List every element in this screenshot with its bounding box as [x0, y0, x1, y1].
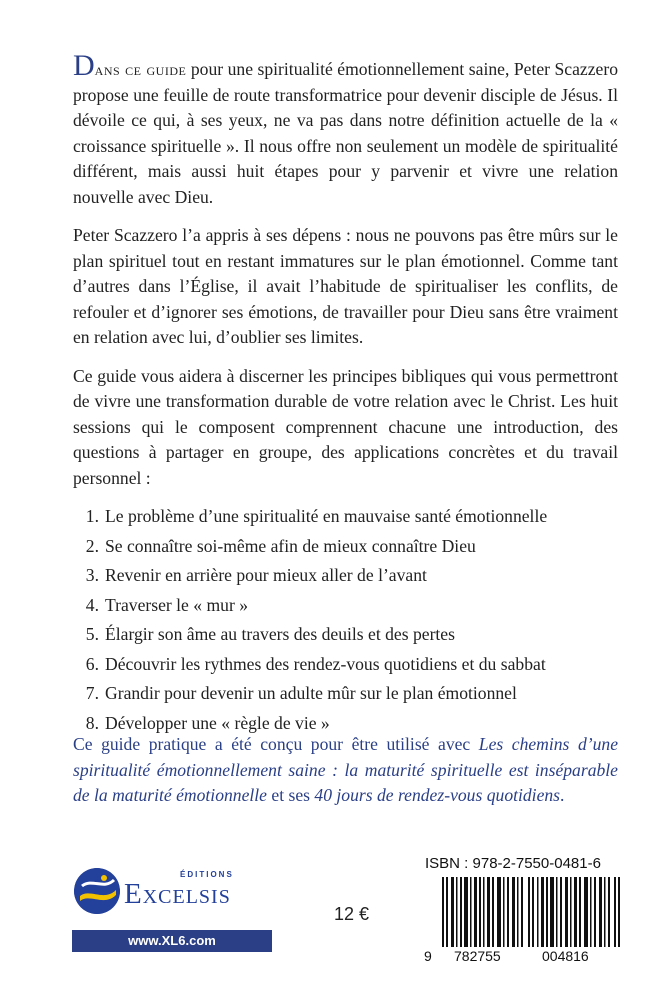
barcode	[422, 877, 626, 967]
barcode-digits	[422, 947, 626, 967]
item-text: Se connaître soi-même afin de mieux connaître Dieu	[105, 535, 476, 556]
item-text: Revenir en arrière pour mieux aller de l’avant	[105, 565, 427, 585]
item-text: Traverser le « mur »	[105, 594, 249, 615]
list-item	[73, 504, 618, 534]
item-number: 1.	[85, 506, 99, 526]
note-text-1: Ce guide pratique a été conçu pour être utilisé avec	[73, 734, 479, 754]
paragraph-2: Peter Scazzero l’a appris à ses dépens : nous ne pouvons pas être mûrs sur le plan spirituel tout en restant immatures sur le plan émotionnel. Comme tant d’autres dans l’Église, il avait l’habitude de spiritualiser les conflits, de refouler et d’ignorer ses émotions, de travailler pour Dieu sans être vraiment en relation avec lui, d’oublier ses limites.	[73, 225, 618, 347]
item-text: Développer une « règle de vie »	[105, 712, 330, 733]
item-text: Le problème d’une spiritualité en mauvaise santé émotionnelle	[105, 506, 548, 526]
barcode-digits-right: 004816	[542, 948, 589, 964]
note-text-3: .	[560, 785, 565, 805]
publisher-url: www.XL6.com	[72, 930, 272, 952]
note-text-2: et ses	[266, 785, 315, 805]
list-item	[73, 563, 618, 593]
list-item	[73, 622, 618, 652]
logo-row	[72, 864, 272, 926]
intro-text: pour une spiritualité émotionnellement saine, Peter Scazzero propose une feuille de route transformatrice pour devenir disciple de Jésus. Il dévoile ce qui, à ses yeux, ne va pas dans notre définition actuelle de la « croissance spirituelle ». Il nous offre non seulement un modèle de spiritualité différent, mais aussi huit étapes pour y parvenir et vivre une relation nouvelle avec Dieu.	[73, 59, 619, 207]
item-number: 2.	[85, 535, 99, 556]
item-number: 5.	[85, 624, 99, 644]
item-number: 6.	[85, 653, 99, 674]
sessions-list	[73, 504, 618, 740]
companion-book-note	[73, 732, 618, 809]
book-title: Les chemins d’une spiritualité émotionnellement saine : la maturité spirituelle est inséparable de la maturité émotionnelle	[73, 734, 618, 805]
price: 12 €	[334, 904, 370, 924]
item-text: Élargir son âme au travers des deuils et des pertes	[105, 624, 455, 644]
barcode-digit-first: 9	[424, 948, 432, 964]
intro-smallcaps: ans ce guide	[94, 59, 187, 79]
excelsis-emblem-icon	[74, 868, 120, 914]
paragraph-3: Ce guide vous aidera à discerner les principes bibliques qui vous permettront de vivre une transformation durable de votre relation avec le Christ. Les huit sessions qui le composent comprennent chacune une introduction, des questions à partager en groupe, des applications concrètes et du travail personnel :	[73, 365, 618, 488]
barcode-digits-left: 782755	[454, 948, 501, 964]
item-text: Découvrir les rythmes des rendez-vous quotidiens et du sabbat	[105, 653, 546, 674]
publisher-logo	[72, 864, 272, 954]
list-item	[73, 534, 618, 564]
logo-name: Excelsis	[124, 878, 231, 910]
list-item	[73, 652, 618, 682]
isbn-label: ISBN : 978-2-7550-0481-6	[425, 855, 601, 872]
item-number: 4.	[85, 594, 99, 615]
logo-editions: ÉDITIONS	[180, 870, 234, 879]
list-item	[73, 681, 618, 711]
book-title-2: 40 jours de rendez-vous quotidiens	[314, 785, 561, 805]
item-number: 8.	[85, 712, 99, 733]
list-item	[73, 593, 618, 623]
drop-cap: D	[73, 49, 95, 82]
intro-paragraph	[73, 49, 619, 210]
item-number: 7.	[85, 683, 99, 703]
back-cover-text	[73, 49, 619, 740]
item-number: 3.	[85, 565, 99, 585]
item-text: Grandir pour devenir un adulte mûr sur le plan émotionnel	[105, 683, 517, 703]
